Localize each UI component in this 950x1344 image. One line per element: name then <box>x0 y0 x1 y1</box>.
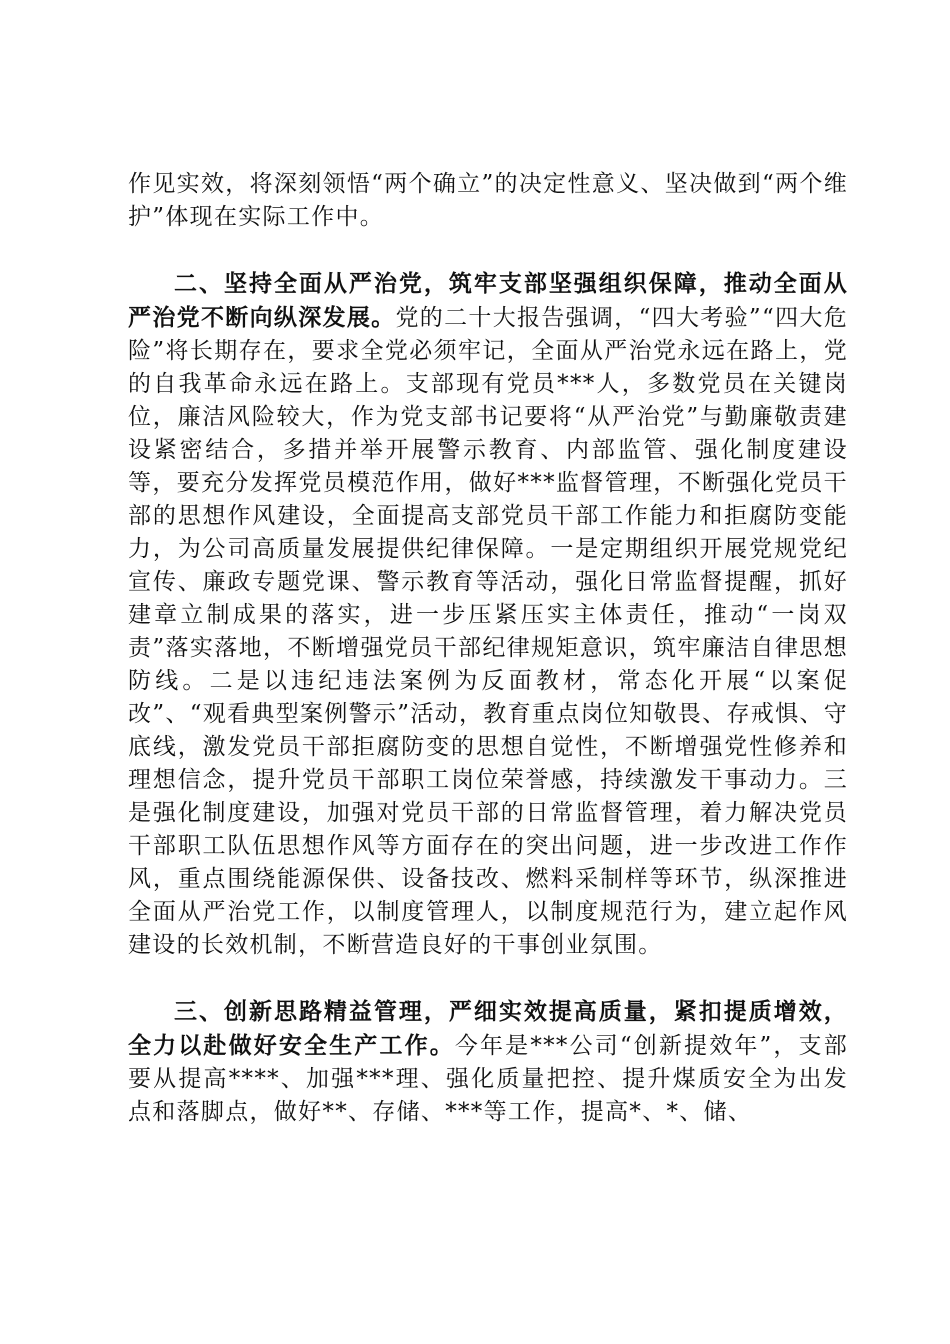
section-heading: 三、创新思路精益管理，严细实效提高质量，紧扣提质增效，全力以赴做好安全生产工作。 <box>128 998 848 1059</box>
section-heading: 二、坚持全面从严治党，筑牢支部坚强组织保障，推动全面从严治党不断向纵深发展。 <box>128 270 848 331</box>
paragraph-section-two <box>128 267 848 962</box>
document-body <box>128 168 848 1129</box>
paragraph-text: 今年是***公司“创新提效年”，支部要从提高****、加强***理、强化质量把控、提升煤质安全为出发点和落脚点，做好**、存储、***等工作，提高*、*、储、 <box>128 1033 848 1125</box>
paragraph-section-three <box>128 995 848 1129</box>
paragraph-text: 作见实效，将深刻领悟“两个确立”的决定性意义、坚决做到“两个维护”体现在实际工作中。 <box>128 171 848 230</box>
paragraph-text: 党的二十大报告强调，“四大考验”“四大危险”将长期存在，要求全党必须牢记，全面从严治党永远在路上，党的自我革命永远在路上。支部现有党员***人，多数党员在关键岗位，廉洁风险较大，作为党支部书记要将“从严治党”与勤廉敬责建设紧密结合，多措并举开展警示教育、内部监管、强化制度建设等，要充分发挥党员模范作用，做好***监督管理，不断强化党员干部的思想作风建设，全面提高支部党员干部工作能力和拒腐防变能力，为公司高质量发展提供纪律保障。一是定期组织开展党规党纪宣传、廉政专题党课、警示教育等活动，强化日常监督提醒，抓好建章立制成果的落实，进一步压紧压实主体责任，推动“一岗双责”落实落地，不断增强党员干部纪律规矩意识，筑牢廉洁自律思想防线。二是以违纪违法案例为反面教材，常态化开展“以案促改”、“观看典型案例警示”活动，教育重点岗位知敬畏、存戒惧、守底线，激发党员干部拒腐防变的思想自觉性，不断增强党性修养和理想信念，提升党员干部职工岗位荣誉感，持续激发干事动力。三是强化制度建设，加强对党员干部的日常监督管理，着力解决党员干部职工队伍思想作风等方面存在的突出问题，进一步改进工作作风，重点围绕能源保供、设备技改、燃料采制样等环节，纵深推进全面从严治党工作，以制度管理人，以制度规范行为，建立起作风建设的长效机制，不断营造良好的干事创业氛围。 <box>128 305 848 958</box>
paragraph-continuation <box>128 168 848 234</box>
